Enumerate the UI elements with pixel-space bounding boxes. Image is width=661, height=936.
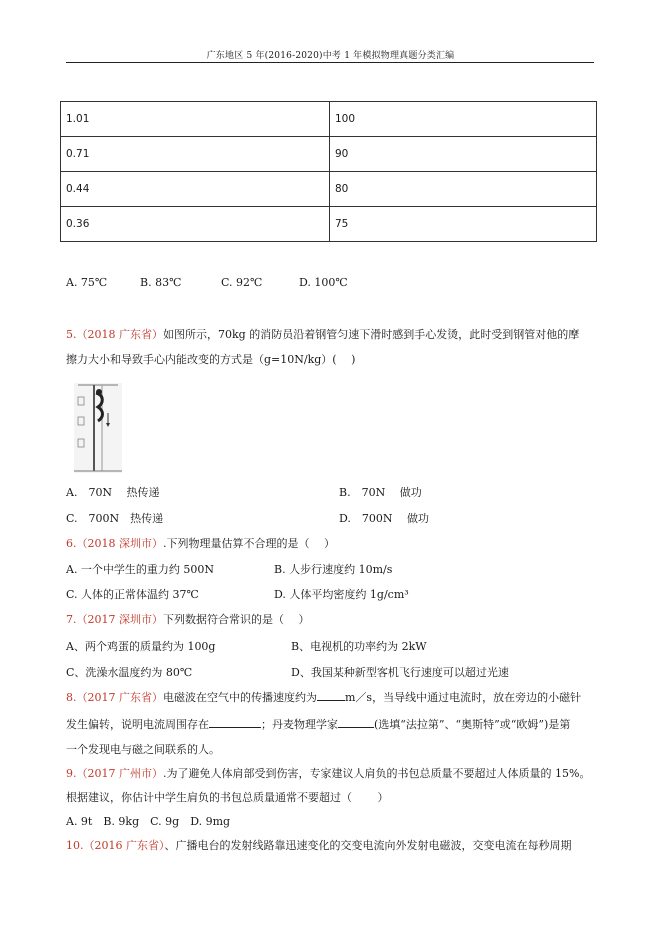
q4-option-c: C. 92℃ bbox=[221, 276, 263, 289]
q7-stem: 下列数据符合常识的是（ ） bbox=[163, 613, 310, 626]
q5-source: （2018 广东省） bbox=[76, 328, 163, 341]
q6-option-d: D. 人体平均密度约 1g/cm³ bbox=[274, 588, 409, 601]
q4-option-b: B. 83℃ bbox=[140, 276, 182, 289]
q8-text-4: ；丹麦物理学家 bbox=[261, 718, 338, 731]
q5-number: 5. bbox=[66, 328, 77, 341]
table-cell: 0.36 bbox=[61, 207, 330, 242]
q9-text: .为了避免人体肩部受到伤害，专家建议人肩负的书包总质量不要超过人体质量的 15%。 bbox=[163, 767, 591, 780]
q8-text-3: 发生偏转，说明电流周围存在 bbox=[66, 718, 209, 731]
table-cell: 90 bbox=[330, 137, 597, 172]
q8-blank-scientist[interactable] bbox=[338, 717, 374, 728]
header-divider bbox=[66, 62, 594, 63]
q5-option-d: D. 700N 做功 bbox=[339, 512, 430, 525]
q7-option-d: D、我国某种新型客机飞行速度可以超过光速 bbox=[291, 666, 509, 679]
q6-number: 6. bbox=[66, 537, 77, 550]
q9-number: 9. bbox=[66, 767, 77, 780]
q7-option-b: B、电视机的功率约为 2kW bbox=[291, 640, 427, 653]
table-cell: 0.71 bbox=[61, 137, 330, 172]
q8-blank-field[interactable] bbox=[209, 717, 261, 728]
q8-source: （2017 广东省） bbox=[76, 691, 163, 704]
table-row bbox=[61, 137, 597, 172]
q8-text-2: m／s，当导线中通过电流时，放在旁边的小磁针 bbox=[345, 691, 582, 704]
q6-option-c: C. 人体的正常体温约 37℃ bbox=[66, 588, 199, 601]
table-cell: 80 bbox=[330, 172, 597, 207]
table-cell: 75 bbox=[330, 207, 597, 242]
q8-blank-speed[interactable] bbox=[317, 690, 345, 701]
q9-line2: 根据建议，你估计中学生肩负的书包总质量通常不要超过（ ） bbox=[66, 791, 389, 804]
header-title: 广东地区 5 年(2016-2020)中考 1 年模拟物理真题分类汇编 bbox=[206, 51, 455, 61]
q5-text: 如图所示，70kg 的消防员沿着钢管匀速下滑时感到手心发烫，此时受到钢管对他的摩 bbox=[163, 328, 580, 341]
q7-stem-line bbox=[66, 611, 310, 627]
q8-text-1: 电磁波在空气中的传播速度约为 bbox=[163, 691, 317, 704]
q8-line1 bbox=[66, 689, 581, 705]
q6-stem: .下列物理量估算不合理的是（ ） bbox=[163, 537, 335, 550]
table-row bbox=[61, 102, 597, 137]
q8-number: 8. bbox=[66, 691, 77, 704]
q7-option-c: C、洗澡水温度约为 80℃ bbox=[66, 666, 193, 679]
table-row bbox=[61, 172, 597, 207]
q4-option-a: A. 75℃ bbox=[66, 276, 108, 289]
q6-option-a: A. 一个中学生的重力约 500N bbox=[66, 563, 215, 576]
q8-line2 bbox=[66, 716, 570, 732]
q5-line2: 擦力大小和导致手心内能改变的方式是（g=10N/kg）( ) bbox=[66, 353, 356, 366]
table-row bbox=[61, 207, 597, 242]
data-table bbox=[60, 101, 597, 242]
q10-text: 、广播电台的发射线路靠迅速变化的交变电流向外发射电磁波，交变电流在每秒周期 bbox=[164, 839, 572, 852]
q6-stem-line bbox=[66, 535, 335, 551]
q10-line1 bbox=[66, 837, 572, 853]
q8-line3: 一个发现电与磁之间联系的人。 bbox=[66, 743, 220, 756]
q4-option-d: D. 100℃ bbox=[299, 276, 348, 289]
q5-line1 bbox=[66, 326, 579, 342]
table-cell: 0.44 bbox=[61, 172, 330, 207]
q8-text-5: (选填“法拉第”、“奥斯特”或“欧姆”)是第 bbox=[374, 718, 571, 731]
q6-option-b: B. 人步行速度约 10m/s bbox=[274, 563, 393, 576]
q10-source: （2016 广东省） bbox=[83, 839, 165, 852]
q7-number: 7. bbox=[66, 613, 77, 626]
q10-number: 10. bbox=[66, 839, 84, 852]
table-cell: 1.01 bbox=[61, 102, 330, 137]
q7-option-a: A、两个鸡蛋的质量约为 100g bbox=[66, 640, 216, 653]
table-cell: 100 bbox=[330, 102, 597, 137]
q9-options: A. 9t B. 9kg C. 9g D. 9mg bbox=[66, 815, 231, 828]
q5-option-a: A. 70N 热传递 bbox=[66, 486, 160, 499]
q7-source: （2017 深圳市） bbox=[76, 613, 163, 626]
firefighter-pole-figure bbox=[74, 383, 122, 473]
q9-source: （2017 广州市） bbox=[76, 767, 163, 780]
q6-source: （2018 深圳市） bbox=[76, 537, 163, 550]
q5-option-b: B. 70N 做功 bbox=[339, 486, 422, 499]
q5-option-c: C. 700N 热传递 bbox=[66, 512, 164, 525]
q9-line1 bbox=[66, 765, 590, 781]
